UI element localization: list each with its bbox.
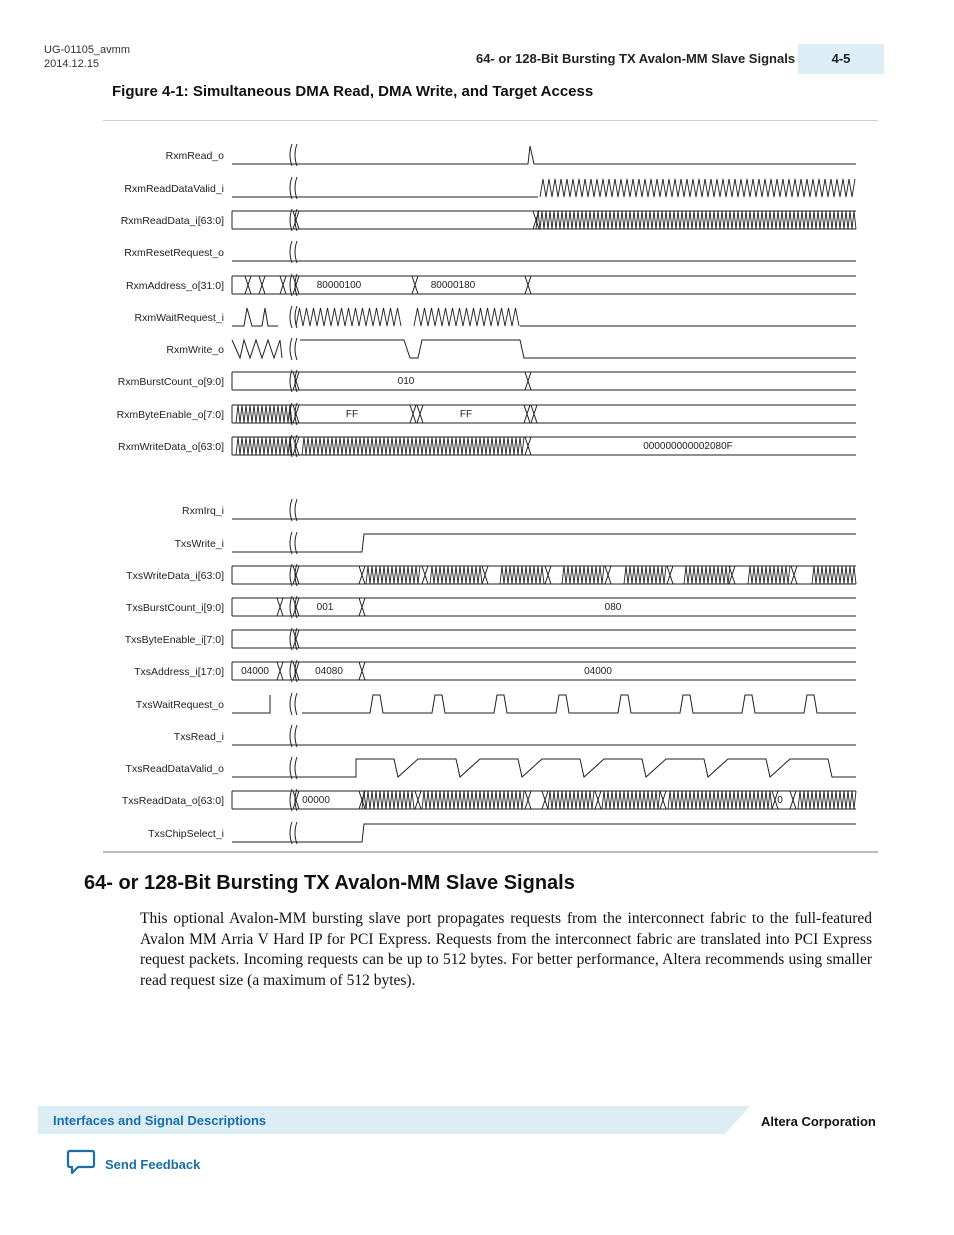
- signal-value: 04080: [315, 666, 343, 677]
- signal-row: [135, 306, 856, 328]
- signal-label: RxmIrq_i: [181, 505, 224, 517]
- signal-value: FF: [345, 409, 359, 420]
- signal-row: [118, 435, 856, 457]
- signal-value: 04000: [241, 666, 269, 677]
- section-body-paragraph: This optional Avalon-MM bursting slave port propagates requests from the interconnect fabric to the full-featured Avalon MM Arria V Hard IP for PCI Express. Requests from the interconnect fabric are translated into PCI Express request packets. Incoming requests can be up to 512 bytes. For better performance, Altera recommends using smaller read request size (a maximum of 512 bytes).: [140, 910, 872, 989]
- signal-label: RxmBurstCount_o[9:0]: [117, 376, 224, 388]
- signal-label: TxsWriteData_i[63:0]: [126, 570, 224, 582]
- signal-value: 080: [604, 602, 622, 613]
- signal-row: [117, 403, 856, 425]
- signal-label: RxmByteEnable_o[7:0]: [116, 409, 224, 421]
- signal-value: 001: [316, 602, 334, 613]
- signal-label: RxmReadData_i[63:0]: [120, 215, 224, 227]
- send-feedback-label: Send Feedback: [105, 1156, 201, 1172]
- signal-row: [134, 660, 856, 682]
- footer-company-label: Altera Corporation: [761, 1114, 876, 1129]
- signal-label: RxmWrite_o: [166, 344, 224, 356]
- signal-value: 0: [777, 795, 783, 806]
- signal-row: [124, 241, 856, 263]
- signal-label: TxsChipSelect_i: [148, 828, 224, 840]
- signal-row: [174, 725, 856, 747]
- signal-label: RxmWaitRequest_i: [134, 312, 224, 324]
- signal-label: RxmReadDataValid_i: [124, 183, 224, 195]
- signal-row: [122, 789, 856, 811]
- signal-label: TxsReadDataValid_o: [125, 763, 224, 775]
- figure-title: Figure 4-1: Simultaneous DMA Read, DMA Write, and Target Access: [112, 83, 594, 100]
- signal-row: [166, 338, 856, 360]
- section-heading: 64- or 128-Bit Bursting TX Avalon-MM Slave Signals: [84, 872, 575, 894]
- signal-label: RxmResetRequest_o: [124, 247, 224, 259]
- page-number-badge: 4-5: [798, 44, 884, 74]
- signal-row: [126, 757, 856, 779]
- running-header-title: 64- or 128-Bit Bursting TX Avalon-MM Slave Signals: [476, 51, 796, 66]
- signal-row: [125, 628, 856, 650]
- signal-label: TxsWrite_i: [174, 538, 224, 550]
- figure-bottom-rule: [103, 851, 878, 853]
- footer-chapter-label: Interfaces and Signal Descriptions: [53, 1113, 267, 1128]
- signal-row: [121, 209, 856, 231]
- signal-value: 04000: [584, 666, 612, 677]
- signal-label: RxmWriteData_o[63:0]: [117, 441, 224, 453]
- signal-label: RxmAddress_o[31:0]: [125, 280, 224, 292]
- signal-label: TxsByteEnable_i[7:0]: [124, 634, 224, 646]
- signal-row: [148, 822, 856, 844]
- signal-label: TxsRead_i: [173, 731, 224, 743]
- speech-bubble-icon: [66, 1148, 96, 1181]
- signal-value: 00000: [302, 795, 330, 806]
- signal-value: FF: [459, 409, 473, 420]
- document-date: 2014.12.15: [44, 58, 100, 70]
- signal-row: [175, 532, 856, 554]
- signal-row: [118, 370, 856, 392]
- signal-label: TxsWaitRequest_o: [135, 699, 224, 711]
- document-id: UG-01105_avmm: [44, 44, 130, 56]
- signal-value: 80000100: [316, 280, 362, 291]
- signal-label: TxsReadData_o[63:0]: [121, 795, 224, 807]
- signal-row: [126, 564, 856, 586]
- signal-value: 010: [397, 376, 415, 387]
- signal-row: [166, 144, 856, 166]
- signal-row: [124, 177, 855, 199]
- signal-row: [126, 274, 856, 296]
- signal-label: RxmRead_o: [165, 150, 224, 162]
- signal-value: 80000180: [430, 280, 476, 291]
- send-feedback-link[interactable]: [66, 1150, 200, 1178]
- signal-row: [182, 499, 856, 521]
- signal-row: [126, 596, 856, 618]
- signal-label: TxsAddress_i[17:0]: [134, 666, 224, 678]
- signal-row: [136, 693, 856, 715]
- signal-value: 000000000002080F: [643, 441, 733, 452]
- signal-label: TxsBurstCount_i[9:0]: [125, 602, 224, 614]
